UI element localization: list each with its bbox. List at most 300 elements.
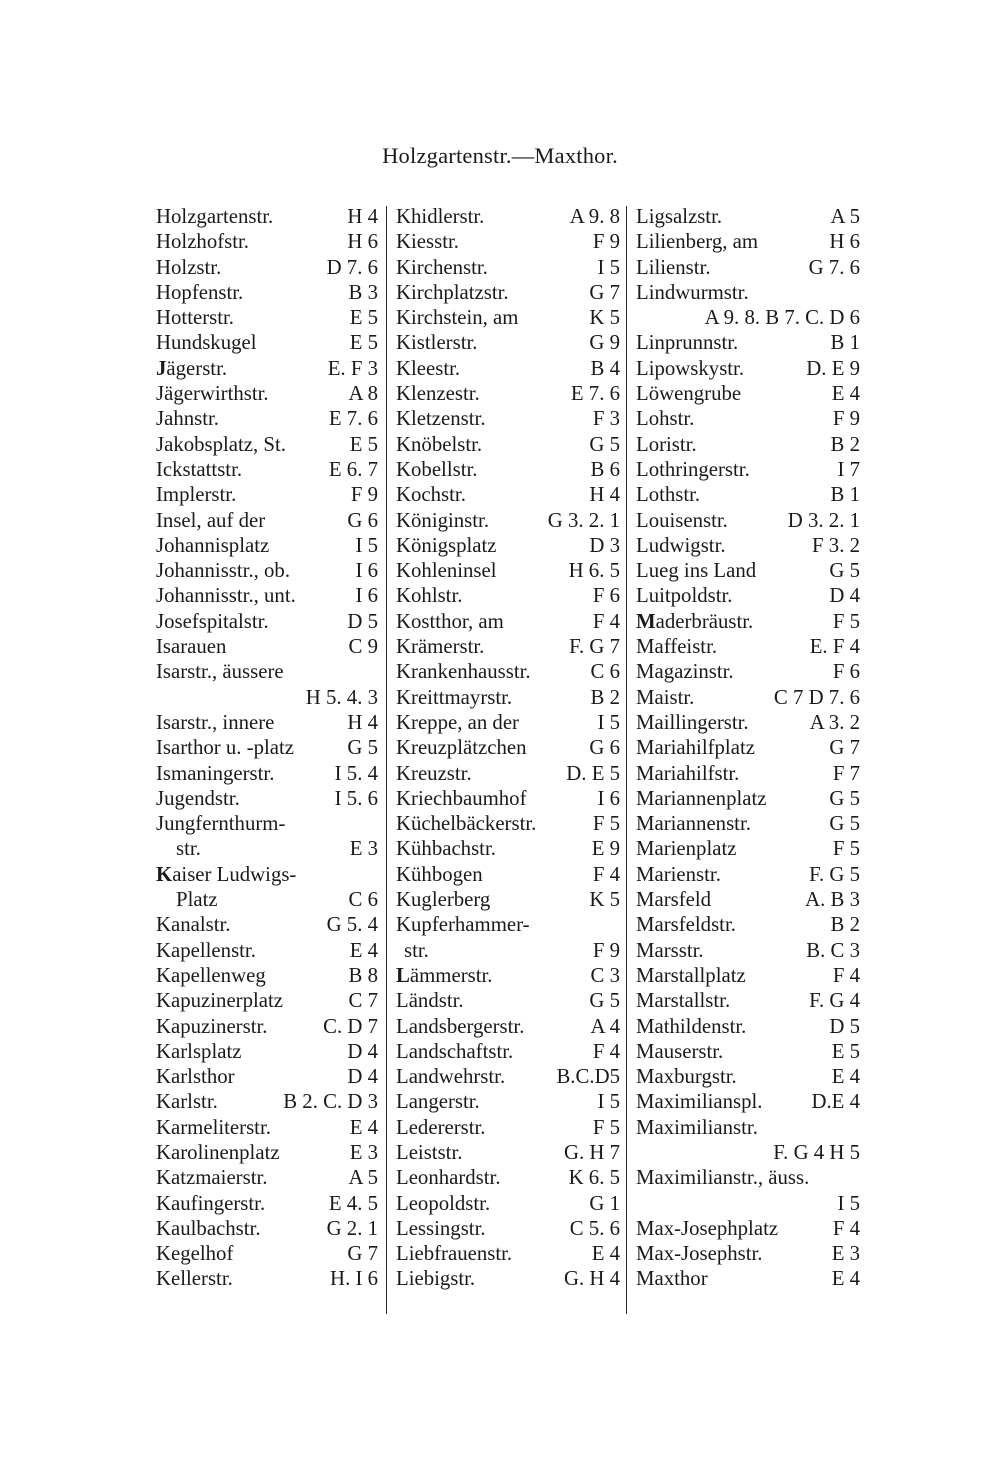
street-name: Hotterstr.	[156, 306, 234, 330]
street-name: Mauserstr.	[636, 1039, 724, 1063]
street-name: Maderbräustr.	[636, 609, 754, 633]
grid-reference: B 2	[830, 913, 860, 937]
grid-reference: G 5	[589, 989, 620, 1013]
street-name: Hundskugel	[156, 331, 257, 355]
index-entry	[156, 609, 378, 634]
grid-reference: B 6	[590, 457, 620, 481]
index-entry	[156, 634, 378, 659]
index-entry	[396, 811, 620, 836]
index-entry	[636, 558, 860, 583]
index-entry	[636, 1115, 860, 1140]
street-name: Kirchplatzstr.	[396, 280, 509, 304]
street-name: Ismaningerstr.	[156, 761, 275, 785]
grid-reference: D 3. 2. 1	[787, 508, 860, 532]
index-entry	[396, 204, 620, 229]
street-name: Königsplatz	[396, 533, 497, 557]
grid-reference: G 5	[829, 559, 860, 583]
grid-reference: B 8	[348, 963, 378, 987]
grid-reference: E. F 4	[809, 635, 860, 659]
street-name: Mariannenplatz	[636, 786, 767, 810]
street-name: Luitpoldstr.	[636, 584, 733, 608]
street-name: Kobellstr.	[396, 457, 478, 481]
grid-reference: I 5	[837, 1191, 860, 1215]
grid-reference: I 6	[355, 584, 378, 608]
index-entry	[636, 583, 860, 608]
index-entry	[396, 533, 620, 558]
index-entry	[156, 685, 378, 710]
grid-reference: E 7. 6	[328, 407, 378, 431]
grid-reference: F. G 4 H 5	[773, 1140, 860, 1164]
grid-reference: E 3	[349, 1140, 378, 1164]
grid-reference: D 7. 6	[326, 255, 378, 279]
street-name: str.	[176, 837, 201, 861]
index-entry	[396, 1266, 620, 1291]
street-name: Kistlerstr.	[396, 331, 478, 355]
index-entry	[636, 255, 860, 280]
street-name: Ländstr.	[396, 989, 464, 1013]
index-entry	[636, 229, 860, 254]
street-name: Louisenstr.	[636, 508, 728, 532]
street-name: Kletzenstr.	[396, 407, 486, 431]
street-name: Marstallplatz	[636, 963, 746, 987]
index-entry	[156, 1089, 378, 1114]
index-entry	[636, 1039, 860, 1064]
grid-reference: I 6	[597, 786, 620, 810]
grid-reference: B 2	[590, 685, 620, 709]
index-entry	[156, 432, 378, 457]
index-entry	[636, 659, 860, 684]
grid-reference: C 7 D 7. 6	[773, 685, 860, 709]
grid-reference: F 9	[350, 483, 378, 507]
grid-reference: E. F 3	[327, 356, 378, 380]
index-entry	[396, 482, 620, 507]
index-entry	[636, 482, 860, 507]
grid-reference: E 4	[831, 382, 860, 406]
index-entry	[396, 558, 620, 583]
index-entry	[396, 912, 620, 937]
street-name: Leiststr.	[396, 1140, 463, 1164]
grid-reference: G 7	[347, 1242, 378, 1266]
index-entry	[156, 204, 378, 229]
index-entry	[636, 811, 860, 836]
grid-reference: F 5	[592, 812, 620, 836]
grid-reference: F 5	[832, 609, 860, 633]
grid-reference: F 9	[592, 230, 620, 254]
index-column-3	[636, 204, 860, 1292]
grid-reference: H. I 6	[330, 1267, 378, 1291]
index-entry	[396, 761, 620, 786]
index-entry	[396, 836, 620, 861]
street-name: Mathildenstr.	[636, 1014, 747, 1038]
index-entry	[636, 685, 860, 710]
street-name: Kegelhof	[156, 1242, 234, 1266]
index-entry	[156, 381, 378, 406]
index-entry	[636, 204, 860, 229]
index-entry	[156, 786, 378, 811]
street-name: Klenzestr.	[396, 382, 480, 406]
index-entry	[636, 280, 860, 305]
grid-reference: D. E 9	[806, 356, 860, 380]
grid-reference: G 6	[589, 736, 620, 760]
grid-reference: C. D 7	[323, 1014, 378, 1038]
grid-reference: E 4	[349, 938, 378, 962]
street-name: Jahnstr.	[156, 407, 219, 431]
page-header: Holzgartenstr.—Maxthor.	[382, 143, 618, 168]
index-column-2	[396, 204, 620, 1292]
grid-reference: E 7. 6	[570, 382, 620, 406]
street-name: Kellerstr.	[156, 1267, 233, 1291]
index-entry	[396, 1014, 620, 1039]
index-entry	[156, 508, 378, 533]
street-name: Magazinstr.	[636, 660, 734, 684]
grid-reference: C 3	[590, 963, 620, 987]
street-name: Jägerstr.	[156, 356, 228, 380]
index-entry	[636, 761, 860, 786]
index-entry	[636, 862, 860, 887]
grid-reference: A 3. 2	[809, 710, 860, 734]
street-name: Königinstr.	[396, 508, 490, 532]
index-entry	[396, 685, 620, 710]
street-name: Kupferhammer-	[396, 913, 530, 937]
grid-reference: F 3	[592, 407, 620, 431]
street-name: Lohstr.	[636, 407, 695, 431]
grid-reference: B 1	[830, 483, 860, 507]
grid-reference: F 9	[832, 407, 860, 431]
grid-reference: F 6	[832, 660, 860, 684]
index-entry	[156, 1064, 378, 1089]
street-name: Lämmerstr.	[396, 963, 493, 987]
index-entry	[396, 457, 620, 482]
grid-reference: E 4	[831, 1065, 860, 1089]
grid-reference: H 5. 4. 3	[305, 685, 378, 709]
grid-reference: A 9. 8. B 7. C. D 6	[704, 306, 860, 330]
index-entry	[636, 1165, 860, 1190]
index-entry	[396, 1140, 620, 1165]
index-entry	[156, 229, 378, 254]
street-name: Langerstr.	[396, 1090, 480, 1114]
street-name: Karlsthor	[156, 1065, 235, 1089]
street-name: Kapellenstr.	[156, 938, 256, 962]
grid-reference: D.E 4	[811, 1090, 860, 1114]
index-entry	[156, 1039, 378, 1064]
grid-reference: B 2	[830, 432, 860, 456]
street-name: Loristr.	[636, 432, 697, 456]
grid-reference: G 7	[829, 736, 860, 760]
street-name: Küchelbäckerstr.	[396, 812, 537, 836]
index-entry	[396, 1165, 620, 1190]
street-name: Kaulbachstr.	[156, 1216, 261, 1240]
grid-reference: A 9. 8	[569, 205, 620, 228]
index-entry	[636, 1191, 860, 1216]
index-entry	[396, 887, 620, 912]
street-name: Ickstattstr.	[156, 457, 243, 481]
index-entry	[396, 1039, 620, 1064]
grid-reference: G 5	[589, 432, 620, 456]
street-name: Johannisstr., unt.	[156, 584, 296, 608]
street-name: Mariahilfstr.	[636, 761, 740, 785]
street-name: Leonhardstr.	[396, 1166, 501, 1190]
street-name: Jungfernthurm-	[156, 812, 286, 836]
grid-reference: E 5	[349, 306, 378, 330]
street-name: Karlstr.	[156, 1090, 218, 1114]
grid-reference: G 9	[589, 331, 620, 355]
grid-reference: I 5	[597, 710, 620, 734]
street-name: Lessingstr.	[396, 1216, 486, 1240]
grid-reference: E 4	[831, 1267, 860, 1291]
index-entry	[396, 634, 620, 659]
street-name: Landsbergerstr.	[396, 1014, 525, 1038]
street-name: Maximilianspl.	[636, 1090, 763, 1114]
street-name: Maistr.	[636, 685, 695, 709]
street-name: Mariahilfplatz	[636, 736, 755, 760]
index-entry	[636, 887, 860, 912]
street-name: Lothringerstr.	[636, 457, 750, 481]
grid-reference: K 5	[589, 306, 620, 330]
index-entry	[636, 836, 860, 861]
street-name: Kapellenweg	[156, 963, 266, 987]
column-divider	[626, 206, 627, 1314]
street-name: Isarauen	[156, 635, 227, 659]
index-entry	[156, 457, 378, 482]
index-entry	[156, 938, 378, 963]
index-entry	[636, 1089, 860, 1114]
grid-reference: F 4	[592, 862, 620, 886]
index-entry	[156, 330, 378, 355]
grid-reference: G 7	[589, 280, 620, 304]
index-entry	[156, 1014, 378, 1039]
grid-reference: F 4	[832, 1216, 860, 1240]
index-entry	[156, 963, 378, 988]
grid-reference: K 5	[589, 888, 620, 912]
index-entry	[156, 836, 378, 861]
grid-reference: F 4	[832, 963, 860, 987]
index-entry	[396, 1241, 620, 1266]
street-name: Maxthor	[636, 1267, 708, 1291]
index-entry	[636, 1014, 860, 1039]
grid-reference: F 5	[832, 837, 860, 861]
street-name: Landschaftstr.	[396, 1039, 514, 1063]
grid-reference: H 4	[347, 710, 378, 734]
index-entry	[396, 432, 620, 457]
index-entry	[396, 988, 620, 1013]
index-entry	[156, 1216, 378, 1241]
street-name: Jägerwirthstr.	[156, 382, 269, 406]
index-entry	[396, 786, 620, 811]
street-name: Kuglerberg	[396, 888, 491, 912]
street-name: Khidlerstr.	[396, 205, 485, 228]
index-entry	[156, 710, 378, 735]
street-name: Maximilianstr.	[636, 1115, 758, 1139]
street-name: Jugendstr.	[156, 786, 240, 810]
street-name: Krankenhausstr.	[396, 660, 531, 684]
street-name: Insel, auf der	[156, 508, 266, 532]
grid-reference: G 5	[829, 812, 860, 836]
index-entry	[636, 634, 860, 659]
index-entry	[636, 1266, 860, 1291]
index-entry	[396, 406, 620, 431]
street-name: Kirchenstr.	[396, 255, 488, 279]
street-name: Lueg ins Land	[636, 559, 757, 583]
street-name: Holzstr.	[156, 255, 222, 279]
street-name: Kanalstr.	[156, 913, 231, 937]
index-entry	[396, 280, 620, 305]
grid-reference: I 6	[355, 559, 378, 583]
index-entry	[636, 406, 860, 431]
grid-reference: G. H 7	[563, 1140, 620, 1164]
street-name: Maximilianstr., äuss.	[636, 1166, 810, 1190]
grid-reference: H 6	[829, 230, 860, 254]
index-entry	[156, 1191, 378, 1216]
street-name: Holzgartenstr.	[156, 205, 274, 228]
grid-reference: B 4	[590, 356, 620, 380]
index-entry	[396, 963, 620, 988]
street-name: Kapuzinerstr.	[156, 1014, 268, 1038]
street-name: Kapuzinerplatz	[156, 989, 284, 1013]
street-name: Jakobsplatz, St.	[156, 432, 286, 456]
grid-reference: G 5. 4	[326, 913, 378, 937]
index-entry	[396, 609, 620, 634]
street-name: Karlsplatz	[156, 1039, 242, 1063]
grid-reference: E 9	[591, 837, 620, 861]
street-name: Kreittmayrstr.	[396, 685, 513, 709]
grid-reference: F 5	[592, 1115, 620, 1139]
street-name: Krämerstr.	[396, 635, 485, 659]
grid-reference: A 5	[348, 1166, 378, 1190]
grid-reference: G. H 4	[563, 1267, 620, 1291]
index-entry	[396, 330, 620, 355]
grid-reference: B 3	[348, 280, 378, 304]
index-entry	[396, 229, 620, 254]
street-name: Kohleninsel	[396, 559, 497, 583]
grid-reference: D 5	[347, 609, 378, 633]
street-name: Kaufingerstr.	[156, 1191, 266, 1215]
grid-reference: G 6	[347, 508, 378, 532]
index-entry	[636, 735, 860, 760]
index-entry	[636, 1140, 860, 1165]
grid-reference: A 8	[348, 382, 378, 406]
street-name: Lothstr.	[636, 483, 701, 507]
grid-reference: D 4	[347, 1065, 378, 1089]
grid-reference: G 5	[829, 786, 860, 810]
index-entry	[396, 255, 620, 280]
grid-reference: I 5	[597, 255, 620, 279]
street-name: Maxburgstr.	[636, 1065, 737, 1089]
grid-reference: D. E 5	[566, 761, 620, 785]
street-name: Lilienberg, am	[636, 230, 759, 254]
index-entry	[636, 432, 860, 457]
street-name: Löwengrube	[636, 382, 742, 406]
street-name: Kreuzplätzchen	[396, 736, 527, 760]
street-name: Kiesstr.	[396, 230, 459, 254]
index-entry	[636, 381, 860, 406]
grid-reference: G 2. 1	[326, 1216, 378, 1240]
street-name: Implerstr.	[156, 483, 237, 507]
index-entry	[156, 558, 378, 583]
index-entry	[636, 305, 860, 330]
grid-reference: D 5	[829, 1014, 860, 1038]
index-entry	[156, 761, 378, 786]
index-entry	[396, 305, 620, 330]
street-name: Kochstr.	[396, 483, 466, 507]
grid-reference: E 5	[831, 1039, 860, 1063]
street-name: Marienplatz	[636, 837, 737, 861]
grid-reference: F 9	[592, 938, 620, 962]
index-entry	[156, 533, 378, 558]
index-entry	[636, 508, 860, 533]
index-entry	[636, 1216, 860, 1241]
index-column-1	[156, 204, 378, 1292]
grid-reference: A. B 3	[805, 888, 860, 912]
grid-reference: K 6. 5	[568, 1166, 620, 1190]
street-name: Liebfrauenstr.	[396, 1242, 513, 1266]
index-entry	[636, 1241, 860, 1266]
grid-reference: C 9	[348, 635, 378, 659]
index-entry	[636, 786, 860, 811]
grid-reference: F. G 7	[569, 635, 620, 659]
grid-reference: D 4	[347, 1039, 378, 1063]
index-entry	[396, 710, 620, 735]
index-entry	[636, 912, 860, 937]
index-entry	[156, 280, 378, 305]
grid-reference: E 6. 7	[328, 457, 378, 481]
index-entry	[396, 1191, 620, 1216]
index-entry	[396, 508, 620, 533]
street-name: Karolinenplatz	[156, 1140, 280, 1164]
street-name: Maffeistr.	[636, 635, 718, 659]
grid-reference: D 4	[829, 584, 860, 608]
index-entry	[636, 938, 860, 963]
grid-reference: B 1	[830, 331, 860, 355]
street-name: Kohlstr.	[396, 584, 463, 608]
grid-reference: C 7	[348, 989, 378, 1013]
grid-reference: I 7	[837, 457, 860, 481]
street-name: Karmeliterstr.	[156, 1115, 271, 1139]
grid-reference: G 7. 6	[808, 255, 860, 279]
street-name: Kreppe, an der	[396, 710, 519, 734]
index-entry	[396, 583, 620, 608]
street-name: Lilienstr.	[636, 255, 711, 279]
index-entry	[636, 533, 860, 558]
grid-reference: I 5. 4	[334, 761, 378, 785]
grid-reference: F 6	[592, 584, 620, 608]
street-name: Johannisplatz	[156, 533, 270, 557]
index-entry	[396, 381, 620, 406]
street-name: Marsstr.	[636, 938, 704, 962]
index-entry	[156, 255, 378, 280]
index-entry	[156, 912, 378, 937]
grid-reference: E 5	[349, 331, 378, 355]
street-name: str.	[404, 938, 429, 962]
grid-reference: C 5. 6	[569, 1216, 620, 1240]
street-name: Knöbelstr.	[396, 432, 483, 456]
index-entry	[156, 1266, 378, 1291]
grid-reference: H 6. 5	[568, 559, 620, 583]
index-entry	[156, 406, 378, 431]
grid-reference: H 6	[347, 230, 378, 254]
street-name: Kreuzstr.	[396, 761, 472, 785]
index-entry	[156, 811, 378, 836]
street-name: Max-Josephplatz	[636, 1216, 779, 1240]
grid-reference: A 4	[590, 1014, 620, 1038]
street-name: Holzhofstr.	[156, 230, 249, 254]
index-entry	[156, 482, 378, 507]
street-name: Kühbachstr.	[396, 837, 496, 861]
index-entry	[156, 887, 378, 912]
index-entry	[636, 1064, 860, 1089]
grid-reference: E 4	[349, 1115, 378, 1139]
grid-reference: C 6	[348, 888, 378, 912]
street-name: Ledererstr.	[396, 1115, 486, 1139]
